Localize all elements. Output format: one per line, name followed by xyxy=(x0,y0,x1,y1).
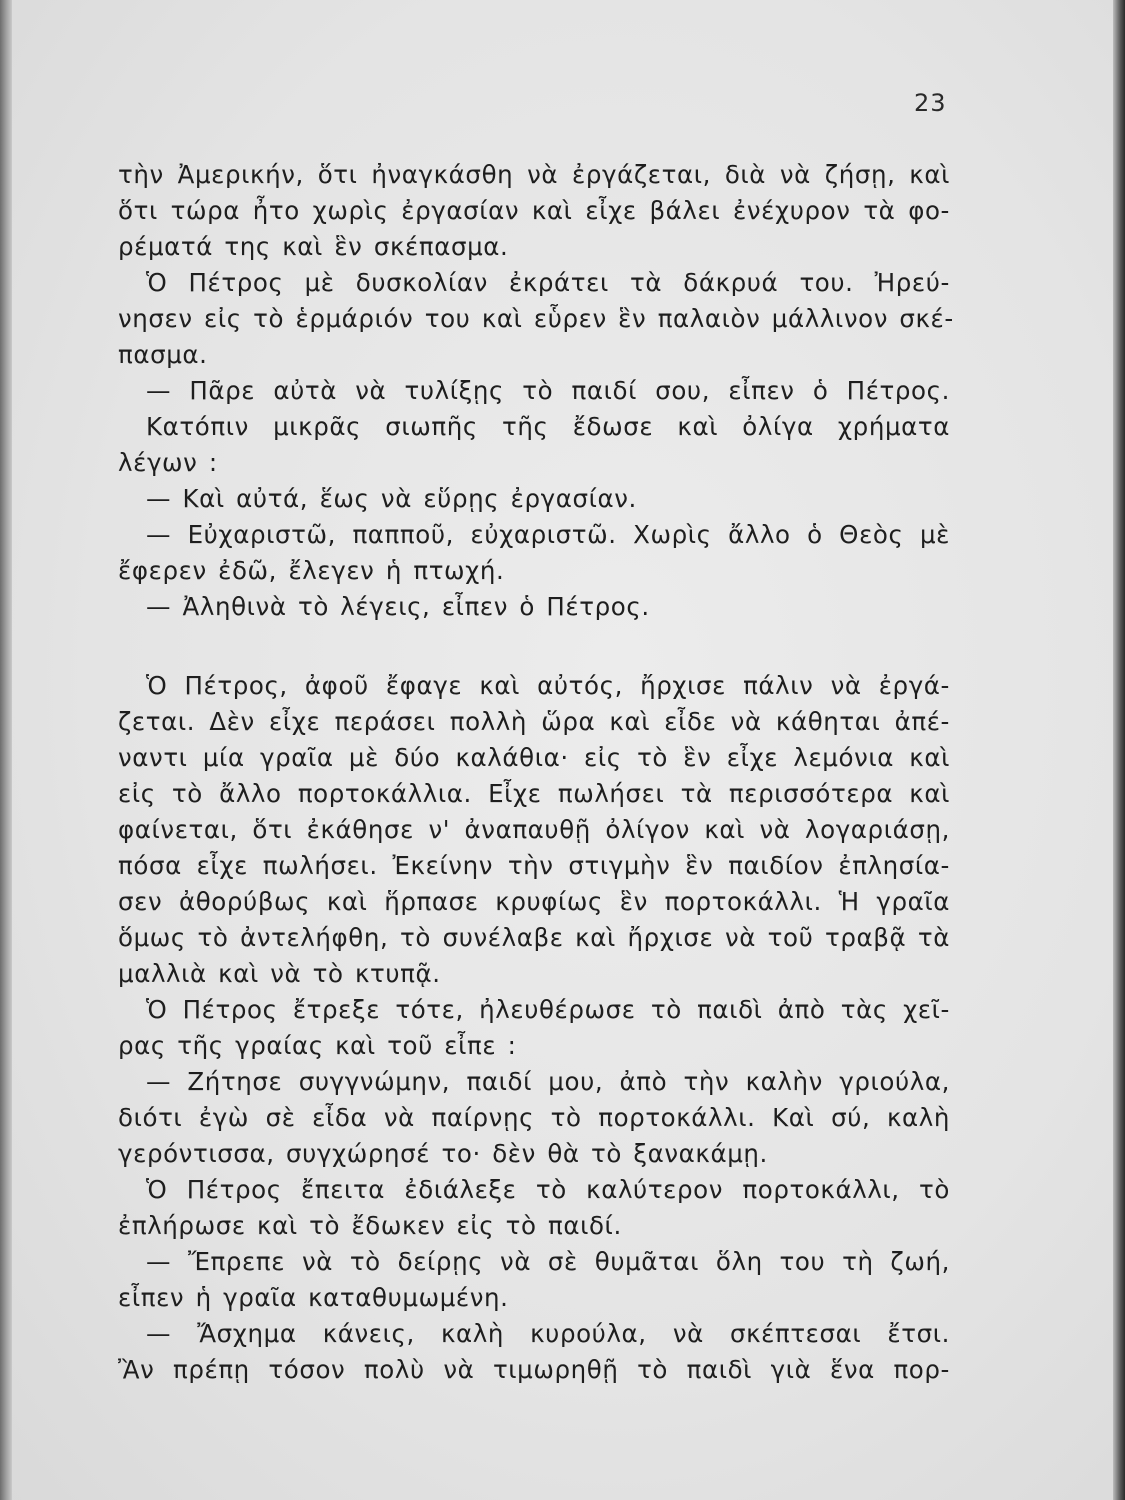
text-line: σεν ἀθορύβως καὶ ἥρπασε κρυφίως ἓν πορτοκάλλι. Ἡ γραῖα xyxy=(118,887,950,916)
page-binding-edge xyxy=(0,0,12,1500)
text-line: ἐπλήρωσε καὶ τὸ ἔδωκεν εἰς τὸ παιδί. xyxy=(118,1211,622,1240)
text-line: ζεται. Δὲν εἶχε περάσει πολλὴ ὥρα καὶ εἶδε νὰ κάθηται ἀπέ- xyxy=(118,707,950,736)
text-line: — Πᾶρε αὐτὰ νὰ τυλίξῃς τὸ παιδί σου, εἶπεν ὁ Πέτρος. xyxy=(146,376,950,405)
text-line: — Ἄσχημα κάνεις, καλὴ κυρούλα, νὰ σκέπτεσαι ἔτσι. xyxy=(146,1319,950,1348)
text-line: ναντι μία γραῖα μὲ δύο καλάθια· εἰς τὸ ἓν εἶχε λεμόνια καὶ xyxy=(118,743,950,772)
text-line: — Καὶ αὐτά, ἕως νὰ εὕρῃς ἐργασίαν. xyxy=(146,484,637,513)
text-line: Ὁ Πέτρος ἔτρεξε τότε, ἠλευθέρωσε τὸ παιδὶ ἀπὸ τὰς χεῖ- xyxy=(146,995,950,1024)
text-line: Ὁ Πέτρος μὲ δυσκολίαν ἐκράτει τὰ δάκρυά του. Ἠρεύ- xyxy=(146,268,950,297)
text-line: γερόντισσα, συγχώρησέ το· δὲν θὰ τὸ ξανακάμῃ. xyxy=(118,1139,768,1168)
text-line: εἶπεν ἡ γραῖα καταθυμωμένη. xyxy=(118,1283,509,1312)
text-line: — Εὐχαριστῶ, παπποῦ, εὐχαριστῶ. Χωρὶς ἄλλο ὁ Θεὸς μὲ xyxy=(146,520,950,549)
text-line: ρας τῆς γραίας καὶ τοῦ εἶπε : xyxy=(118,1031,517,1060)
text-line: τὴν Ἀμερικήν, ὅτι ἠναγκάσθη νὰ ἐργάζεται, διὰ νὰ ζήσῃ, καὶ xyxy=(118,160,950,189)
text-line: εἰς τὸ ἄλλο πορτοκάλλια. Εἶχε πωλήσει τὰ περισσότερα καὶ xyxy=(118,779,950,808)
text-line: ρέματά της καὶ ἓν σκέπασμα. xyxy=(118,232,509,261)
text-line: διότι ἐγὼ σὲ εἶδα νὰ παίρνῃς τὸ πορτοκάλλι. Καὶ σύ, καλὴ xyxy=(118,1103,950,1132)
text-line: Κατόπιν μικρᾶς σιωπῆς τῆς ἔδωσε καὶ ὀλίγα χρήματα xyxy=(146,412,950,441)
text-line: πασμα. xyxy=(118,340,208,369)
text-line: φαίνεται, ὅτι ἐκάθησε ν' ἀναπαυθῇ ὀλίγον καὶ νὰ λογαριάσῃ, xyxy=(118,815,950,844)
text-line: νησεν εἰς τὸ ἑρμάριόν του καὶ εὗρεν ἓν παλαιὸν μάλλινον σκέ- xyxy=(118,304,954,333)
text-line: — Ζήτησε συγγνώμην, παιδί μου, ἀπὸ τὴν καλὴν γριούλα, xyxy=(146,1067,950,1096)
text-line: πόσα εἶχε πωλήσει. Ἐκείνην τὴν στιγμὴν ἓν παιδίον ἐπλησία- xyxy=(118,851,950,880)
text-line: Ἂν πρέπῃ τόσον πολὺ νὰ τιμωρηθῇ τὸ παιδὶ γιὰ ἕνα πορ- xyxy=(118,1355,950,1384)
page-right-edge xyxy=(1113,0,1125,1500)
text-line: ὅτι τώρα ἦτο χωρὶς ἐργασίαν καὶ εἶχε βάλει ἐνέχυρον τὰ φο- xyxy=(118,196,950,225)
text-line: μαλλιὰ καὶ νὰ τὸ κτυπᾷ. xyxy=(118,959,441,988)
text-line: λέγων : xyxy=(118,448,218,477)
text-line: ἔφερεν ἐδῶ, ἔλεγεν ἡ πτωχή. xyxy=(118,556,505,585)
text-line: — Ἔπρεπε νὰ τὸ δείρῃς νὰ σὲ θυμᾶται ὅλη του τὴ ζωή, xyxy=(146,1247,950,1276)
page-number: 23 xyxy=(914,89,947,117)
text-line: ὅμως τὸ ἀντελήφθη, τὸ συνέλαβε καὶ ἤρχισε νὰ τοῦ τραβᾷ τὰ xyxy=(118,923,950,952)
text-line: Ὁ Πέτρος, ἀφοῦ ἔφαγε καὶ αὐτός, ἤρχισε πάλιν νὰ ἐργά- xyxy=(146,671,950,700)
text-line: Ὁ Πέτρος ἔπειτα ἐδιάλεξε τὸ καλύτερον πορτοκάλλι, τὸ xyxy=(146,1175,950,1204)
text-line: — Ἀληθινὰ τὸ λέγεις, εἶπεν ὁ Πέτρος. xyxy=(146,592,650,621)
